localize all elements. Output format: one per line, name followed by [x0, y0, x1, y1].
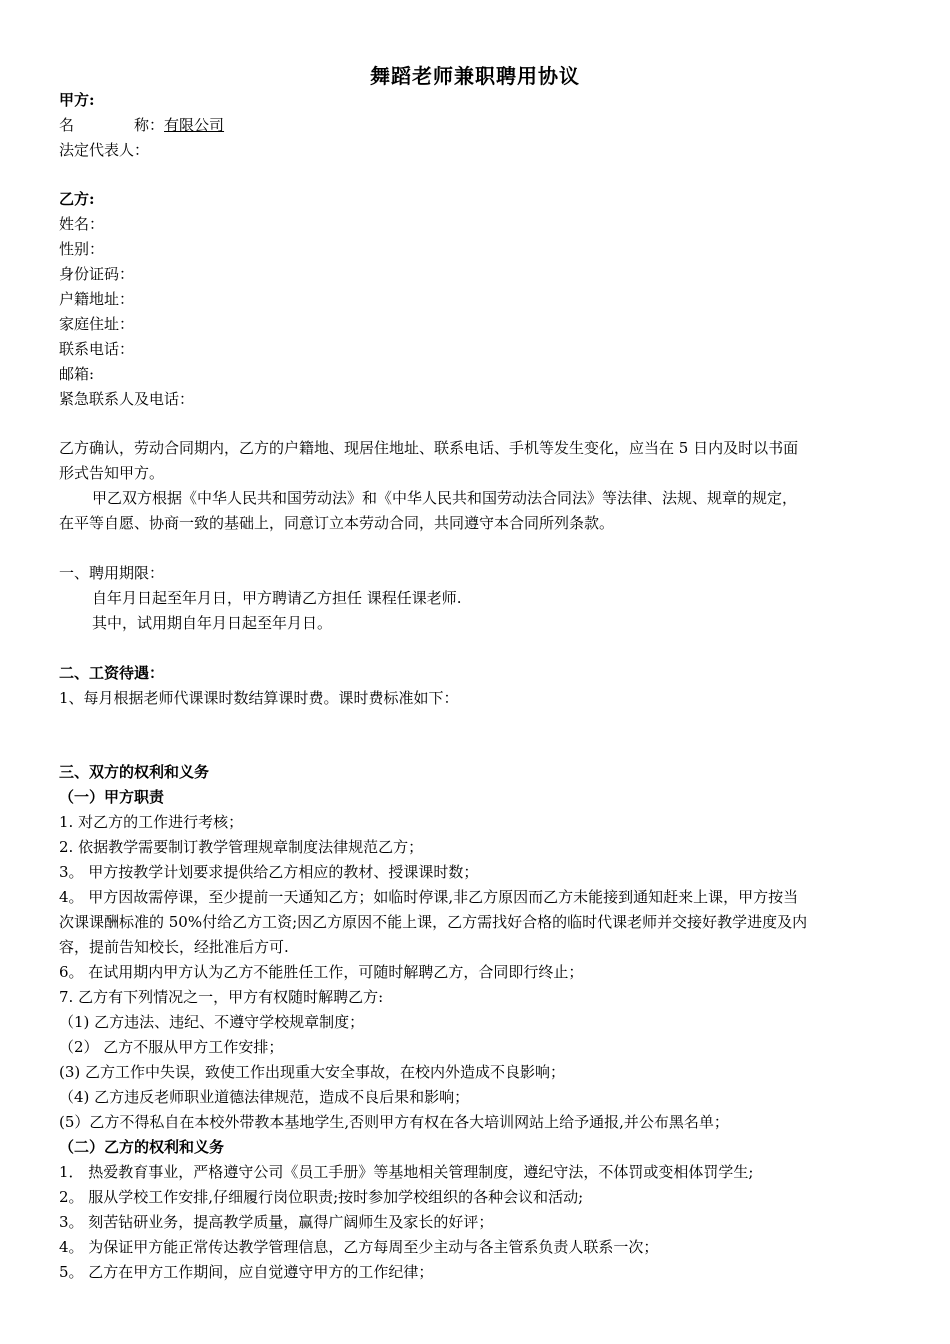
party-b-field: 性别：	[59, 240, 105, 258]
party-a-duty-line: （2） 乙方不服从甲方工作安排；	[59, 1038, 284, 1056]
section-3-sub-heading-b: （二）乙方的权利和义务	[59, 1138, 225, 1156]
party-a-name-row	[59, 113, 224, 137]
party-a-duty-line: 容，提前告知校长，经批准后方可.	[59, 938, 289, 956]
party-a-duty-line: 2. 依据教学需要制订教学管理规章制度法律规范乙方；	[59, 838, 424, 856]
party-b-field: 家庭住址：	[59, 315, 135, 333]
party-a-duty-line: （4) 乙方违反老师职业道德法律规范，造成不良后果和影响；	[59, 1088, 470, 1106]
section-3-heading: 三、双方的权利和义务	[59, 763, 210, 781]
party-b-field: 身份证码：	[59, 265, 135, 283]
party-a-duty-line: (5）乙方不得私自在本校外带教本基地学生,否则甲方有权在各大培训网站上给予通报,并公布黑名单；	[59, 1113, 729, 1131]
section-1-heading: 一、聘用期限：	[59, 564, 165, 582]
party-b-duty-line: 3。 刻苦钻研业务，提高教学质量，赢得广阔师生及家长的好评；	[59, 1213, 494, 1231]
confirm-paragraph-line: 乙方确认，劳动合同期内，乙方的户籍地、现居住地址、联系电话、手机等发生变化，应当在 5 日内及时以书面	[59, 439, 799, 457]
legal-representative-label: 法定代表人：	[59, 141, 150, 159]
section-2-heading: 二、工资待遇：	[59, 664, 165, 682]
document-title: 舞蹈老师兼职聘用协议	[370, 64, 580, 88]
party-b-duty-line: 1． 热爱教育事业，严格遵守公司《员工手册》等基地相关管理制度，遵纪守法，不体罚或变相体罚学生;	[59, 1163, 754, 1181]
party-b-heading: 乙方:	[59, 190, 95, 208]
party-a-heading: 甲方:	[59, 91, 95, 109]
company-name-value: 有限公司	[164, 116, 225, 134]
section-1-line: 自年月日起至年月日，甲方聘请乙方担任 课程任课老师.	[92, 589, 462, 607]
party-a-duty-line: 6。 在试用期内甲方认为乙方不能胜任工作，可随时解聘乙方，合同即行终止；	[59, 963, 584, 981]
basis-paragraph-line: 甲乙双方根据《中华人民共和国劳动法》和《中华人民共和国劳动法合同法》等法律、法规、规章的规定，	[92, 489, 798, 507]
section-2-line: 1、每月根据老师代课课时数结算课时费。课时费标准如下：	[59, 689, 459, 707]
section-1-line: 其中，试用期自年月日起至年月日。	[92, 614, 333, 632]
party-b-field: 户籍地址：	[59, 290, 135, 308]
party-a-duty-line: 3。 甲方按教学计划要求提供给乙方相应的教材、授课课时数；	[59, 863, 479, 881]
party-b-field: 紧急联系人及电话：	[59, 390, 195, 408]
party-a-duty-line: 1. 对乙方的工作进行考核；	[59, 813, 244, 831]
name-label-1: 名	[59, 116, 75, 134]
party-a-duty-line: （1) 乙方违法、违纪、不遵守学校规章制度；	[59, 1013, 365, 1031]
party-a-duty-line: 次课课酬标准的 50%付给乙方工资;因乙方原因不能上课，乙方需找好合格的临时代课老师并交接好教学进度及内	[59, 913, 808, 931]
party-b-field: 姓名：	[59, 215, 105, 233]
party-b-field: 联系电话：	[59, 340, 135, 358]
party-a-duty-line: 4。 甲方因故需停课，至少提前一天通知乙方；如临时停课,非乙方原因而乙方未能接到通知赶来上课，甲方按当	[59, 888, 799, 906]
party-b-duty-line: 4。 为保证甲方能正常传达教学管理信息，乙方每周至少主动与各主管系负责人联系一次；	[59, 1238, 659, 1256]
party-b-field: 邮箱:	[59, 365, 95, 383]
party-b-duty-line: 2。 服从学校工作安排,仔细履行岗位职责;按时参加学校组织的各种会议和活动;	[59, 1188, 584, 1206]
party-a-duty-line: 7. 乙方有下列情况之一，甲方有权随时解聘乙方:	[59, 988, 384, 1006]
confirm-paragraph-line: 形式告知甲方。	[59, 464, 165, 482]
name-label-2: 称：	[134, 116, 165, 134]
basis-paragraph-line: 在平等自愿、协商一致的基础上，同意订立本劳动合同，共同遵守本合同所列条款。	[59, 514, 615, 532]
party-a-duty-line: (3) 乙方工作中失误，致使工作出现重大安全事故，在校内外造成不良影响；	[59, 1063, 566, 1081]
party-b-duty-line: 5。 乙方在甲方工作期间，应自觉遵守甲方的工作纪律；	[59, 1263, 434, 1281]
section-3-sub-heading-a: （一）甲方职责	[59, 788, 165, 806]
